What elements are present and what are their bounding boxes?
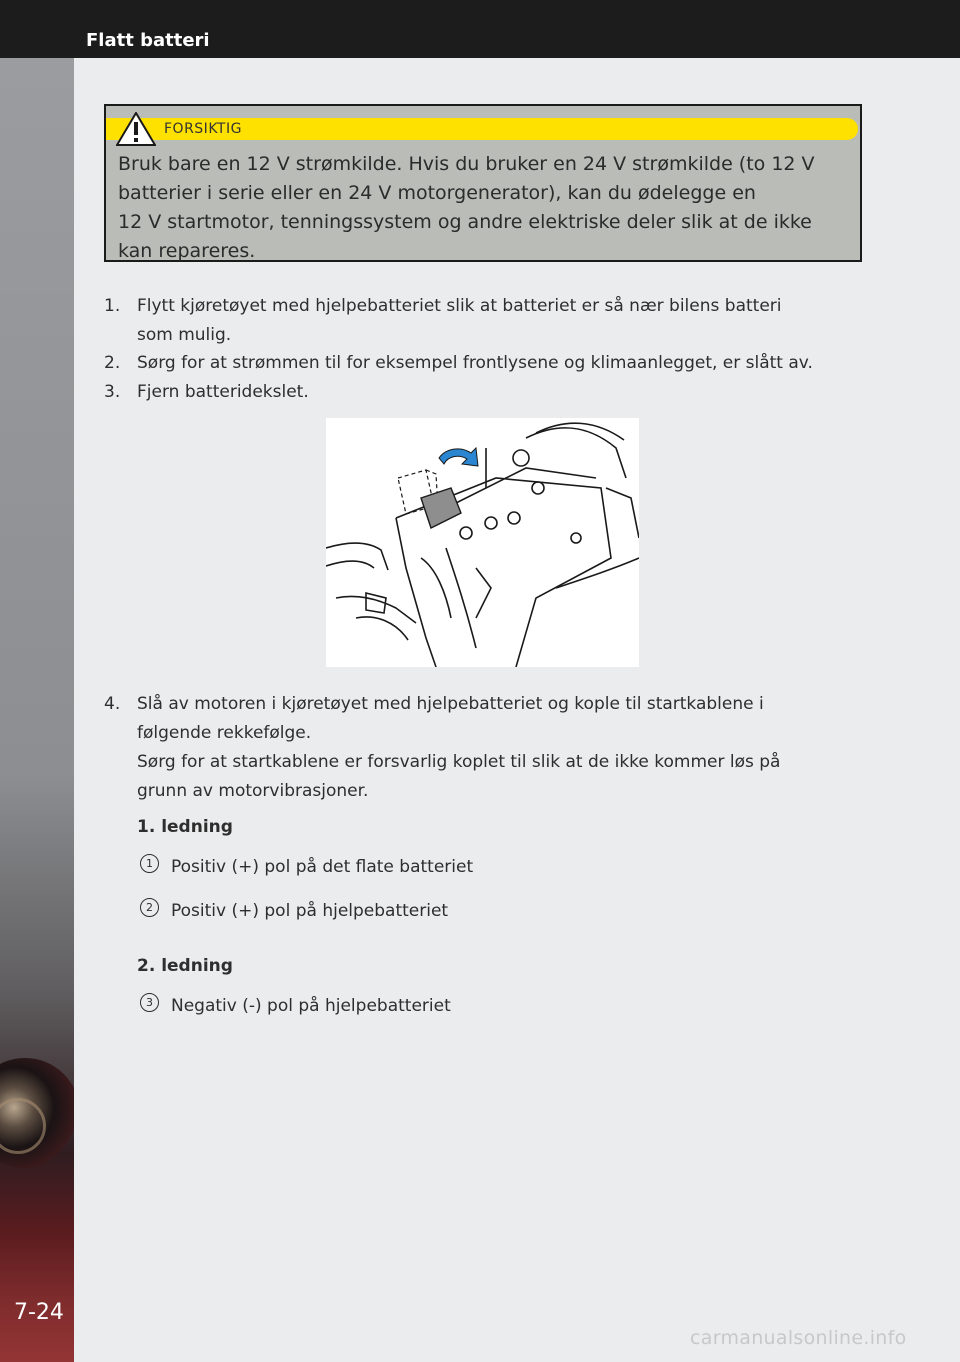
- step-text: [137, 690, 857, 806]
- caution-banner: [106, 118, 858, 140]
- watermark: carmanualsonline.info: [690, 1327, 907, 1349]
- battery-cover-illustration: [326, 418, 639, 667]
- step-line: Fjern batteridekslet.: [137, 382, 309, 402]
- step-line: Sørg for at startkablene er forsvarlig koplet til slik at de ikke kommer løs på: [137, 752, 781, 772]
- step-number: 4.: [104, 694, 121, 714]
- header-bar: [0, 0, 960, 58]
- step-line: Flytt kjøretøyet med hjelpebatteriet slik at batteriet er så nær bilens batteri: [137, 296, 782, 316]
- warning-icon: [116, 112, 156, 146]
- caution-line: batterier i serie eller en 24 V motorgenerator), kan du ødelegge en: [118, 182, 756, 204]
- step-line: Slå av motoren i kjøretøyet med hjelpebatteriet og kople til startkablene i: [137, 694, 764, 714]
- caution-text: [118, 150, 848, 266]
- caution-box: [104, 104, 862, 262]
- cable-item-text: Negativ (-) pol på hjelpebatteriet: [171, 996, 451, 1016]
- side-strip: [0, 58, 74, 1362]
- step-line: som mulig.: [137, 325, 232, 345]
- section-title: Flatt batteri: [86, 30, 210, 51]
- marker-icon: 3: [140, 993, 159, 1012]
- caution-line: 12 V startmotor, tenningssystem og andre elektriske deler slik at de ikke: [118, 211, 812, 233]
- step-text: [137, 292, 857, 350]
- caution-line: kan repareres.: [118, 240, 256, 262]
- step-number: 1.: [104, 296, 121, 316]
- step-text: [137, 349, 857, 378]
- battery-illustration-svg: [326, 418, 639, 667]
- cable-heading: 1. ledning: [137, 817, 233, 837]
- step-line: Sørg for at strømmen til for eksempel frontlysene og klimaanlegget, er slått av.: [137, 353, 813, 373]
- marker-icon: 2: [140, 898, 159, 917]
- marker-icon: 1: [140, 854, 159, 873]
- caution-line: Bruk bare en 12 V strømkilde. Hvis du bruker en 24 V strømkilde (to 12 V: [118, 153, 815, 175]
- caution-label: FORSIKTIG: [164, 121, 242, 137]
- step-number: 2.: [104, 353, 121, 373]
- step-line: grunn av motorvibrasjoner.: [137, 781, 369, 801]
- step-number: 3.: [104, 382, 121, 402]
- cable-item-text: Positiv (+) pol på det flate batteriet: [171, 857, 474, 877]
- step-text: [137, 378, 857, 407]
- step-line: følgende rekkefølge.: [137, 723, 312, 743]
- page-number: 7-24: [14, 1300, 64, 1325]
- cable-item-text: Positiv (+) pol på hjelpebatteriet: [171, 901, 449, 921]
- cable-heading: 2. ledning: [137, 956, 233, 976]
